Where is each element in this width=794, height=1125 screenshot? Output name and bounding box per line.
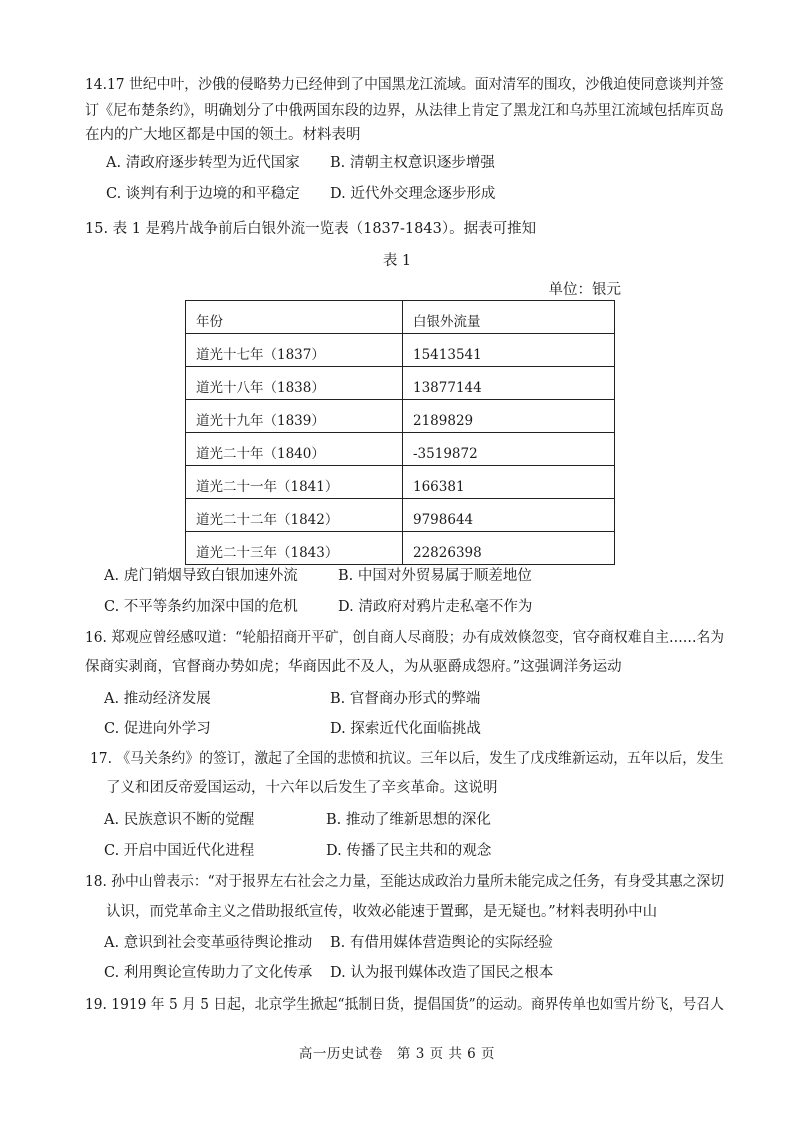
q14-option-a[interactable]: A. 清政府逐步转型为近代国家 bbox=[106, 155, 300, 171]
table-row bbox=[186, 499, 615, 532]
table-cell-amount: -3519872 bbox=[403, 433, 615, 466]
q14-line-2: 订《尼布楚条约》，明确划分了中俄两国东段的边界，从法律上肯定了黑龙江和乌苏里江流域包括库页岛 bbox=[85, 103, 724, 119]
table-cell-year: 道光二十年（1840） bbox=[186, 433, 403, 466]
table-header-year: 年份 bbox=[186, 301, 403, 334]
q17-option-a[interactable]: A. 民族意识不断的觉醒 bbox=[104, 812, 255, 828]
table-cell-amount: 166381 bbox=[403, 466, 615, 499]
q18-option-a[interactable]: A. 意识到社会变革亟待舆论推动 bbox=[104, 935, 313, 951]
table-header-amount: 白银外流量 bbox=[403, 301, 615, 334]
q14-line-3: 在内的广大地区都是中国的领土。材料表明 bbox=[85, 127, 361, 143]
table-cell-amount: 9798644 bbox=[403, 499, 615, 532]
q18-option-b[interactable]: B. 有借用媒体营造舆论的实际经验 bbox=[330, 935, 553, 951]
table-cell-year: 道光十七年（1837） bbox=[186, 334, 403, 367]
q18-option-c[interactable]: C. 利用舆论宣传助力了文化传承 bbox=[104, 965, 313, 981]
q17-option-d[interactable]: D. 传播了民主共和的观念 bbox=[326, 843, 492, 859]
q15-option-a[interactable]: A. 虎门销烟导致白银加速外流 bbox=[104, 568, 298, 584]
q17-line-1: 17. 《马关条约》的签订，激起了全国的悲愤和抗议。三年以后，发生了戊戌维新运动，五年以后，发生 bbox=[90, 751, 724, 767]
q17-line-2: 了义和团反帝爱国运动，十六年以后发生了辛亥革命。这说明 bbox=[106, 780, 498, 796]
q17-option-b[interactable]: B. 推动了维新思想的深化 bbox=[326, 812, 491, 828]
q17-option-c[interactable]: C. 开启中国近代化进程 bbox=[104, 843, 255, 859]
table-cell-amount: 13877144 bbox=[403, 367, 615, 400]
table-cell-year: 道光十九年（1839） bbox=[186, 400, 403, 433]
q14-option-d[interactable]: D. 近代外交理念逐步形成 bbox=[330, 186, 496, 202]
page-footer: 高一历史试卷 第 3 页 共 6 页 bbox=[298, 1046, 496, 1062]
table-row bbox=[186, 532, 615, 565]
q16-option-a[interactable]: A. 推动经济发展 bbox=[104, 691, 211, 707]
q14-option-b[interactable]: B. 清朝主权意识逐步增强 bbox=[330, 155, 495, 171]
q16-option-b[interactable]: B. 官督商办形式的弊端 bbox=[330, 691, 481, 707]
q18-option-d[interactable]: D. 认为报刊媒体改造了国民之根本 bbox=[330, 965, 554, 981]
silver-outflow-table bbox=[185, 300, 615, 565]
table-caption: 表 1 bbox=[382, 253, 412, 269]
table-cell-year: 道光二十三年（1843） bbox=[186, 532, 403, 565]
q18-line-2: 认识，而党革命主义之借助报纸宣传，收效必能速于置郵，是无疑也。”材料表明孙中山 bbox=[106, 904, 658, 920]
q15-option-b[interactable]: B. 中国对外贸易属于顺差地位 bbox=[338, 568, 532, 584]
table-cell-amount: 2189829 bbox=[403, 400, 615, 433]
table-cell-amount: 22826398 bbox=[403, 532, 615, 565]
q19-line-1: 19. 1919 年 5 月 5 日起，北京学生掀起“抵制日货，提倡国货”的运动。商界传单也如雪片纷飞，号召人 bbox=[85, 997, 724, 1013]
table-header-row bbox=[186, 301, 615, 334]
q15-stem: 15. 表 1 是鸦片战争前后白银外流一览表（1837-1843）。据表可推知 bbox=[85, 221, 537, 237]
q14-option-c[interactable]: C. 谈判有利于边境的和平稳定 bbox=[106, 186, 300, 202]
table-row bbox=[186, 334, 615, 367]
q16-line-1: 16. 郑观应曾经感叹道：“轮船招商开平矿，创自商人尽商股；办有成效倏忽变，官夺商权难自主……名为 bbox=[85, 630, 725, 646]
q16-option-c[interactable]: C. 促进向外学习 bbox=[104, 721, 211, 737]
table-cell-year: 道光十八年（1838） bbox=[186, 367, 403, 400]
q16-option-d[interactable]: D. 探索近代化面临挑战 bbox=[330, 721, 481, 737]
q18-line-1: 18. 孙中山曾表示：“对于报界左右社会之力量，至能达成政治力量所未能完成之任务，有身受其惠之深切 bbox=[85, 874, 725, 890]
q14-line-1: 14.17 世纪中叶，沙俄的侵略势力已经伸到了中国黑龙江流域。面对清军的围攻，沙俄迫使同意谈判并签 bbox=[85, 77, 724, 93]
q16-line-2: 保商实剥商，官督商办势如虎；华商因此不及人，为从驱爵成怨府。”这强调洋务运动 bbox=[85, 659, 622, 675]
table-row bbox=[186, 433, 615, 466]
table-cell-amount: 15413541 bbox=[403, 334, 615, 367]
table-row bbox=[186, 400, 615, 433]
q15-option-d[interactable]: D. 清政府对鸦片走私毫不作为 bbox=[338, 599, 533, 615]
table-row bbox=[186, 466, 615, 499]
table-row bbox=[186, 367, 615, 400]
table-cell-year: 道光二十一年（1841） bbox=[186, 466, 403, 499]
table-cell-year: 道光二十二年（1842） bbox=[186, 499, 403, 532]
table-unit: 单位：银元 bbox=[548, 282, 621, 298]
q15-option-c[interactable]: C. 不平等条约加深中国的危机 bbox=[104, 599, 298, 615]
